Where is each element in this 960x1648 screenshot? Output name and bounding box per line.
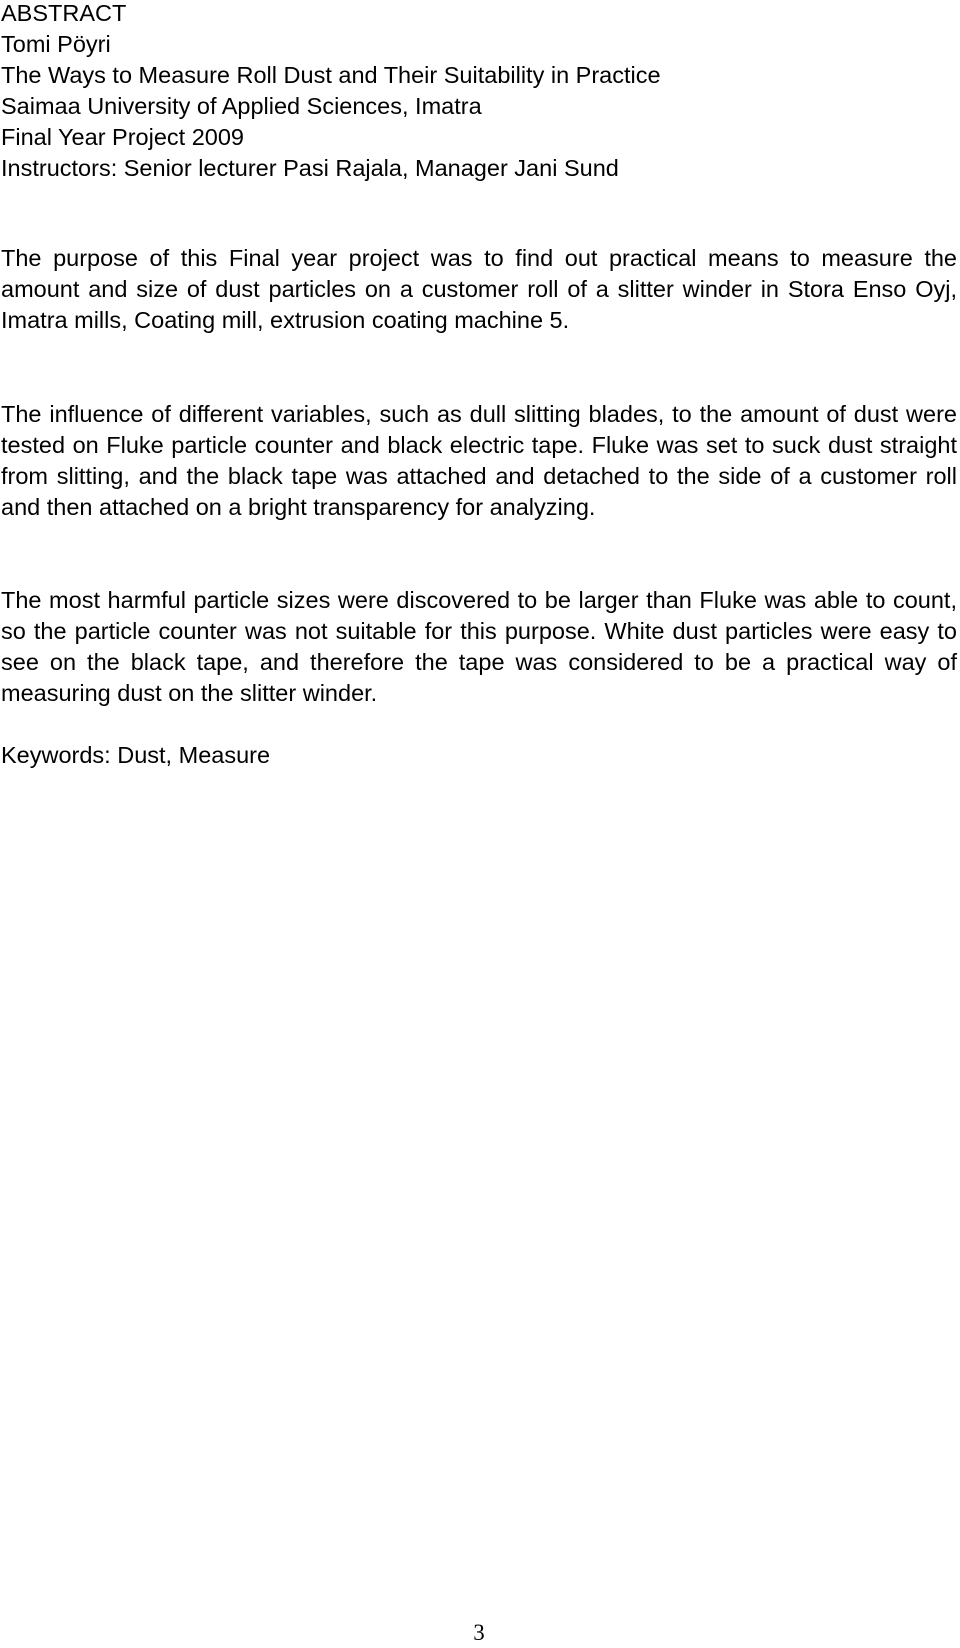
thesis-title: The Ways to Measure Roll Dust and Their Suitability in Practice [1,62,661,88]
instructors: Instructors: Senior lecturer Pasi Rajala, Manager Jani Sund [1,155,619,181]
keywords: Keywords: Dust, Measure [1,742,271,768]
project-info: Final Year Project 2009 [1,124,244,150]
abstract-paragraph-results: The most harmful particle sizes were discovered to be larger than Fluke was able to count, so the particle counter was not suitable for this purpose. White dust particles were easy to see on the black tape, and therefore the tape was considered to be a practical way of measuring dust on the slitter winder. [1,587,957,706]
abstract-paragraph-purpose: The purpose of this Final year project was to find out practical means to measure the amount and size of dust particles on a customer roll of a slitter winder in Stora Enso Oyj, Imatra mills, Coating mill, extrusion coating machine 5. [1,245,957,333]
abstract-header [1,0,941,184]
page-number: 3 [473,1620,485,1645]
institution: Saimaa University of Applied Sciences, Imatra [1,93,482,119]
abstract-paragraph-method: The influence of different variables, such as dull slitting blades, to the amount of dust were tested on Fluke particle counter and black electric tape. Fluke was set to suck dust straight from slitting, and the black tape was attached and detached to the side of a customer roll and then attached on a bright transparency for analyzing. [1,401,957,520]
author-name: Tomi Pöyri [1,31,111,57]
abstract-heading: ABSTRACT [1,0,127,26]
